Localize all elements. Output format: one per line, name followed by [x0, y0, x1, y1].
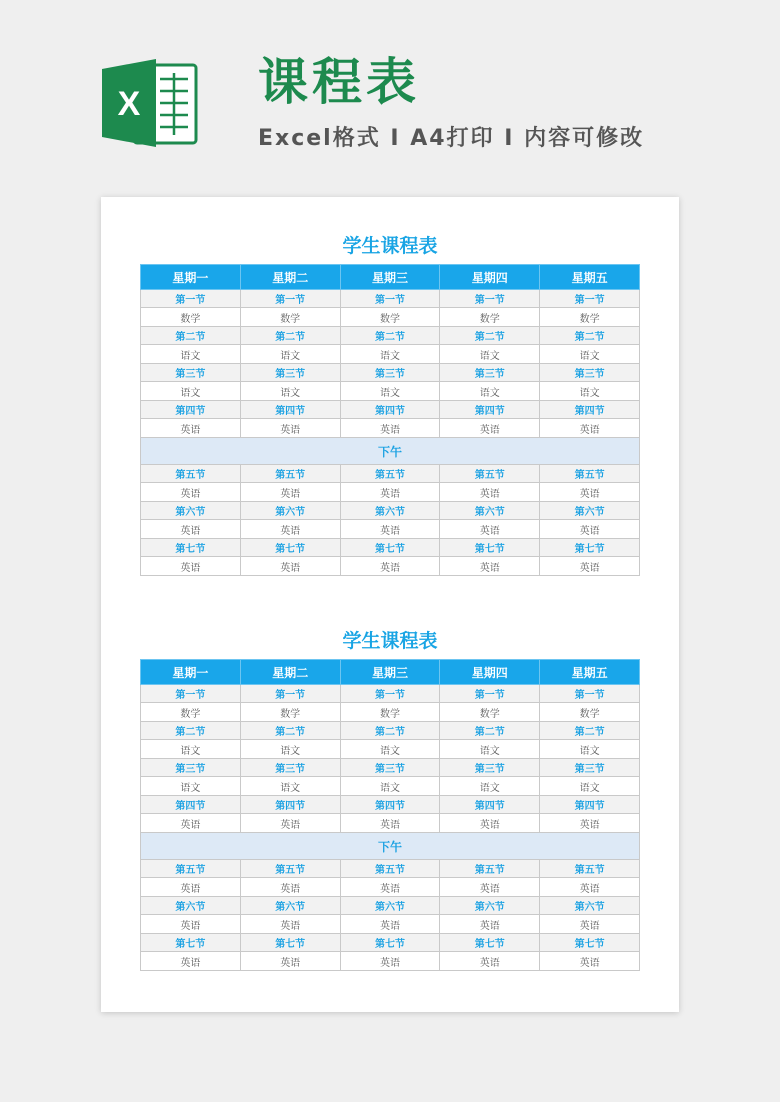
period-cell[interactable]: 第六节 [340, 897, 440, 915]
subject-cell[interactable]: 语文 [240, 740, 340, 759]
page-subtitle: Excel格式 I A4打印 I 内容可修改 [258, 126, 645, 151]
subject-cell[interactable]: 英语 [240, 520, 340, 539]
excel-logo-letter: X [117, 85, 141, 123]
day-header-cell: 星期三 [340, 660, 440, 685]
period-cell[interactable]: 第一节 [340, 290, 440, 308]
afternoon-divider-row [141, 833, 640, 860]
day-header-row [141, 265, 640, 290]
subject-cell[interactable]: 英语 [340, 419, 440, 438]
subject-cell[interactable]: 英语 [540, 557, 640, 576]
subject-cell[interactable]: 英语 [340, 814, 440, 833]
period-cell[interactable]: 第三节 [141, 364, 241, 382]
subject-cell[interactable]: 语文 [540, 740, 640, 759]
period-cell[interactable]: 第二节 [141, 722, 241, 740]
day-header-cell: 星期二 [240, 660, 340, 685]
subject-cell[interactable]: 英语 [240, 814, 340, 833]
document-page [101, 197, 679, 1012]
period-cell[interactable]: 第二节 [540, 722, 640, 740]
subject-row [141, 345, 640, 364]
period-cell[interactable]: 第五节 [340, 465, 440, 483]
subject-cell[interactable]: 英语 [141, 952, 241, 971]
period-row [141, 364, 640, 382]
period-cell[interactable]: 第一节 [141, 290, 241, 308]
subject-cell[interactable]: 语文 [440, 345, 540, 364]
subject-cell[interactable]: 英语 [141, 814, 241, 833]
subject-row [141, 308, 640, 327]
subject-cell[interactable]: 语文 [340, 777, 440, 796]
period-cell[interactable]: 第七节 [440, 539, 540, 557]
period-cell[interactable]: 第四节 [141, 401, 241, 419]
period-cell[interactable]: 第六节 [240, 897, 340, 915]
period-cell[interactable]: 第三节 [240, 759, 340, 777]
schedule-section [140, 625, 640, 971]
period-cell[interactable]: 第五节 [440, 465, 540, 483]
subject-row [141, 703, 640, 722]
day-header-cell: 星期三 [340, 265, 440, 290]
period-cell[interactable]: 第七节 [440, 934, 540, 952]
period-row [141, 796, 640, 814]
period-cell[interactable]: 第二节 [340, 327, 440, 345]
subject-cell[interactable]: 数学 [340, 703, 440, 722]
period-row [141, 539, 640, 557]
period-cell[interactable]: 第二节 [540, 327, 640, 345]
period-cell[interactable]: 第四节 [340, 401, 440, 419]
subject-cell[interactable]: 数学 [141, 703, 241, 722]
period-cell[interactable]: 第三节 [340, 364, 440, 382]
subject-cell[interactable]: 英语 [141, 557, 241, 576]
subject-cell[interactable]: 英语 [440, 520, 540, 539]
period-cell[interactable]: 第六节 [141, 502, 241, 520]
subject-row [141, 915, 640, 934]
period-cell[interactable]: 第三节 [240, 364, 340, 382]
subject-row [141, 520, 640, 539]
subject-cell[interactable]: 英语 [340, 952, 440, 971]
period-cell[interactable]: 第二节 [440, 327, 540, 345]
subject-cell[interactable]: 英语 [540, 419, 640, 438]
subject-cell[interactable]: 语文 [440, 382, 540, 401]
schedule-title: 学生课程表 [342, 630, 438, 652]
day-header-row [141, 660, 640, 685]
schedule-section [140, 230, 640, 576]
period-cell[interactable]: 第四节 [540, 796, 640, 814]
subject-cell[interactable]: 英语 [440, 419, 540, 438]
subject-cell[interactable]: 数学 [440, 703, 540, 722]
period-cell[interactable]: 第四节 [540, 401, 640, 419]
period-cell[interactable]: 第四节 [240, 796, 340, 814]
period-row [141, 327, 640, 345]
afternoon-divider-row [141, 438, 640, 465]
subject-cell[interactable]: 数学 [340, 308, 440, 327]
period-cell[interactable]: 第一节 [440, 685, 540, 703]
schedule-table [140, 659, 640, 971]
subject-cell[interactable]: 语文 [440, 777, 540, 796]
period-cell[interactable]: 第二节 [440, 722, 540, 740]
period-cell[interactable]: 第四节 [440, 401, 540, 419]
period-cell[interactable]: 第四节 [141, 796, 241, 814]
subject-cell[interactable]: 语文 [240, 382, 340, 401]
period-cell[interactable]: 第六节 [540, 502, 640, 520]
period-cell[interactable]: 第六节 [141, 897, 241, 915]
subject-cell[interactable]: 语文 [440, 740, 540, 759]
subject-cell[interactable]: 英语 [440, 915, 540, 934]
subject-cell[interactable]: 英语 [240, 915, 340, 934]
subject-cell[interactable]: 英语 [240, 483, 340, 502]
subject-cell[interactable]: 英语 [240, 878, 340, 897]
subject-cell[interactable]: 语文 [340, 382, 440, 401]
subject-row [141, 814, 640, 833]
period-cell[interactable]: 第五节 [440, 860, 540, 878]
subject-row [141, 419, 640, 438]
period-cell[interactable]: 第七节 [141, 539, 241, 557]
subject-row [141, 557, 640, 576]
period-row [141, 465, 640, 483]
period-cell[interactable]: 第一节 [340, 685, 440, 703]
excel-icon [100, 55, 200, 151]
period-cell[interactable]: 第一节 [141, 685, 241, 703]
period-cell[interactable]: 第二节 [141, 327, 241, 345]
period-cell[interactable]: 第二节 [240, 327, 340, 345]
subject-row [141, 952, 640, 971]
subject-cell[interactable]: 语文 [141, 382, 241, 401]
schedule-table [140, 264, 640, 576]
subject-cell[interactable]: 英语 [141, 520, 241, 539]
subject-cell[interactable]: 英语 [440, 952, 540, 971]
period-cell[interactable]: 第四节 [240, 401, 340, 419]
subject-cell[interactable]: 英语 [540, 952, 640, 971]
period-cell[interactable]: 第六节 [540, 897, 640, 915]
period-cell[interactable]: 第七节 [540, 539, 640, 557]
period-cell[interactable]: 第二节 [240, 722, 340, 740]
day-header-cell: 星期一 [141, 660, 241, 685]
subject-cell[interactable]: 英语 [240, 952, 340, 971]
afternoon-label: 下午 [141, 833, 640, 860]
period-row [141, 722, 640, 740]
period-cell[interactable]: 第六节 [340, 502, 440, 520]
subject-row [141, 483, 640, 502]
subject-cell[interactable]: 英语 [141, 878, 241, 897]
period-cell[interactable]: 第三节 [540, 759, 640, 777]
period-cell[interactable]: 第三节 [540, 364, 640, 382]
period-cell[interactable]: 第一节 [440, 290, 540, 308]
day-header-cell: 星期二 [240, 265, 340, 290]
subject-cell[interactable]: 英语 [141, 419, 241, 438]
subject-cell[interactable]: 语文 [141, 777, 241, 796]
period-cell[interactable]: 第一节 [540, 685, 640, 703]
subject-cell[interactable]: 英语 [440, 878, 540, 897]
subject-cell[interactable]: 英语 [540, 878, 640, 897]
period-cell[interactable]: 第一节 [240, 290, 340, 308]
subject-cell[interactable]: 数学 [240, 308, 340, 327]
day-header-cell: 星期四 [440, 660, 540, 685]
subject-cell[interactable]: 语文 [540, 345, 640, 364]
schedule-title: 学生课程表 [342, 235, 438, 257]
subject-cell[interactable]: 英语 [440, 557, 540, 576]
subject-cell[interactable]: 英语 [340, 557, 440, 576]
subject-row [141, 382, 640, 401]
period-cell[interactable]: 第四节 [340, 796, 440, 814]
subject-cell[interactable]: 语文 [240, 777, 340, 796]
period-cell[interactable]: 第六节 [440, 897, 540, 915]
period-row [141, 759, 640, 777]
subject-cell[interactable]: 数学 [440, 308, 540, 327]
period-cell[interactable]: 第三节 [141, 759, 241, 777]
subject-cell[interactable]: 英语 [440, 483, 540, 502]
period-row [141, 934, 640, 952]
period-cell[interactable]: 第七节 [540, 934, 640, 952]
period-cell[interactable]: 第五节 [340, 860, 440, 878]
subject-cell[interactable]: 英语 [240, 419, 340, 438]
period-row [141, 401, 640, 419]
period-cell[interactable]: 第七节 [141, 934, 241, 952]
subject-cell[interactable]: 英语 [540, 915, 640, 934]
period-row [141, 860, 640, 878]
period-cell[interactable]: 第三节 [340, 759, 440, 777]
period-cell[interactable]: 第三节 [440, 759, 540, 777]
period-cell[interactable]: 第五节 [240, 465, 340, 483]
subject-row [141, 740, 640, 759]
subject-cell[interactable]: 数学 [540, 703, 640, 722]
period-cell[interactable]: 第六节 [240, 502, 340, 520]
period-cell[interactable]: 第一节 [540, 290, 640, 308]
period-cell[interactable]: 第五节 [540, 465, 640, 483]
period-row [141, 685, 640, 703]
subject-cell[interactable]: 英语 [340, 878, 440, 897]
subject-cell[interactable]: 语文 [141, 345, 241, 364]
day-header-cell: 星期四 [440, 265, 540, 290]
period-cell[interactable]: 第四节 [440, 796, 540, 814]
afternoon-label: 下午 [141, 438, 640, 465]
subject-cell[interactable]: 语文 [141, 740, 241, 759]
period-row [141, 502, 640, 520]
period-cell[interactable]: 第七节 [240, 934, 340, 952]
day-header-cell: 星期五 [540, 265, 640, 290]
subject-cell[interactable]: 英语 [340, 520, 440, 539]
subject-cell[interactable]: 英语 [540, 483, 640, 502]
period-cell[interactable]: 第五节 [141, 860, 241, 878]
page-title: 课程表 [258, 53, 420, 111]
period-cell[interactable]: 第三节 [440, 364, 540, 382]
subject-cell[interactable]: 英语 [240, 557, 340, 576]
subject-cell[interactable]: 语文 [340, 345, 440, 364]
day-header-cell: 星期一 [141, 265, 241, 290]
subject-cell[interactable]: 语文 [540, 777, 640, 796]
period-cell[interactable]: 第七节 [240, 539, 340, 557]
subject-cell[interactable]: 英语 [141, 483, 241, 502]
subject-cell[interactable]: 英语 [540, 814, 640, 833]
subject-cell[interactable]: 英语 [141, 915, 241, 934]
subject-cell[interactable]: 数学 [141, 308, 241, 327]
period-cell[interactable]: 第七节 [340, 539, 440, 557]
subject-cell[interactable]: 语文 [540, 382, 640, 401]
period-cell[interactable]: 第七节 [340, 934, 440, 952]
subject-cell[interactable]: 语文 [340, 740, 440, 759]
subject-cell[interactable]: 英语 [440, 814, 540, 833]
subject-cell[interactable]: 数学 [240, 703, 340, 722]
subject-row [141, 878, 640, 897]
subject-cell[interactable]: 英语 [340, 483, 440, 502]
subject-cell[interactable]: 数学 [540, 308, 640, 327]
period-cell[interactable]: 第六节 [440, 502, 540, 520]
period-cell[interactable]: 第五节 [240, 860, 340, 878]
subject-cell[interactable]: 英语 [340, 915, 440, 934]
period-row [141, 897, 640, 915]
subject-cell[interactable]: 语文 [240, 345, 340, 364]
subject-cell[interactable]: 英语 [540, 520, 640, 539]
subject-row [141, 777, 640, 796]
period-cell[interactable]: 第五节 [141, 465, 241, 483]
period-cell[interactable]: 第五节 [540, 860, 640, 878]
header [0, 0, 780, 180]
day-header-cell: 星期五 [540, 660, 640, 685]
period-cell[interactable]: 第二节 [340, 722, 440, 740]
period-cell[interactable]: 第一节 [240, 685, 340, 703]
period-row [141, 290, 640, 308]
